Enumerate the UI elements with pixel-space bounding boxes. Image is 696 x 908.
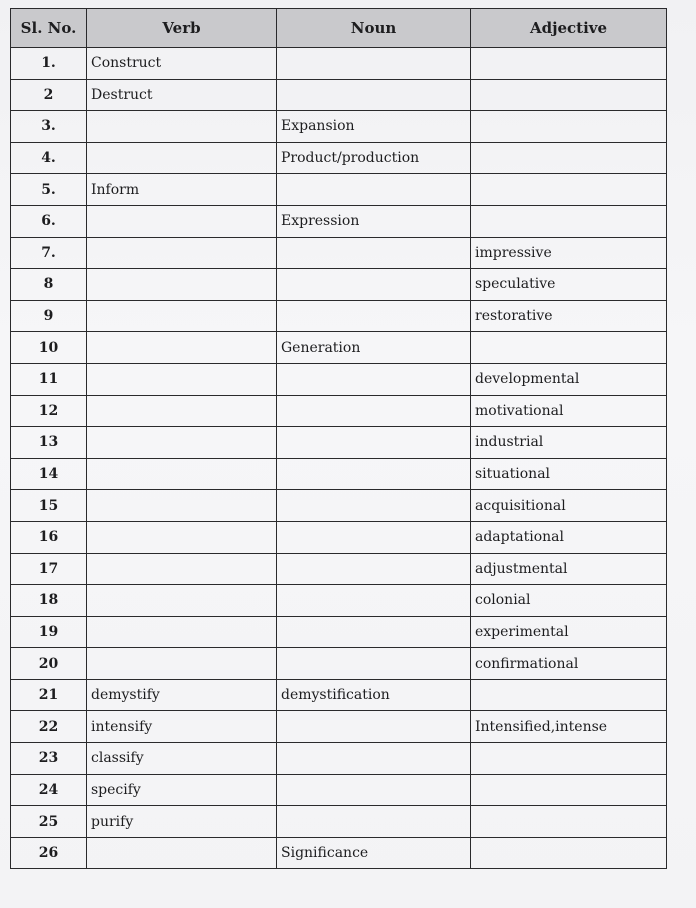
verb-cell: [87, 648, 277, 680]
sl-cell: 11: [11, 363, 87, 395]
sl-cell: 3.: [11, 111, 87, 143]
header-verb: Verb: [87, 9, 277, 48]
table-body: [11, 48, 667, 869]
verb-cell: [87, 269, 277, 301]
noun-cell: [277, 395, 471, 427]
table-row: [11, 111, 667, 143]
noun-cell: [277, 774, 471, 806]
noun-cell: [277, 521, 471, 553]
noun-cell: [277, 300, 471, 332]
adjective-cell: speculative: [471, 269, 667, 301]
verb-cell: [87, 395, 277, 427]
sl-cell: 10: [11, 332, 87, 364]
table-row: [11, 300, 667, 332]
noun-cell: Expression: [277, 205, 471, 237]
verb-cell: Destruct: [87, 79, 277, 111]
adjective-cell: motivational: [471, 395, 667, 427]
adjective-cell: acquisitional: [471, 490, 667, 522]
sl-cell: 25: [11, 806, 87, 838]
noun-cell: Generation: [277, 332, 471, 364]
verb-cell: Inform: [87, 174, 277, 206]
header-row: [11, 9, 667, 48]
noun-cell: [277, 427, 471, 459]
sl-cell: 4.: [11, 142, 87, 174]
noun-cell: [277, 585, 471, 617]
adjective-cell: [471, 774, 667, 806]
noun-cell: [277, 237, 471, 269]
sl-cell: 8: [11, 269, 87, 301]
adjective-cell: [471, 743, 667, 775]
sl-cell: 13: [11, 427, 87, 459]
table-row: [11, 142, 667, 174]
noun-cell: Expansion: [277, 111, 471, 143]
table-row: [11, 837, 667, 869]
adjective-cell: adjustmental: [471, 553, 667, 585]
adjective-cell: colonial: [471, 585, 667, 617]
sl-cell: 19: [11, 616, 87, 648]
table-row: [11, 332, 667, 364]
noun-cell: [277, 743, 471, 775]
noun-cell: [277, 490, 471, 522]
table-row: [11, 679, 667, 711]
sl-cell: 24: [11, 774, 87, 806]
noun-cell: [277, 174, 471, 206]
verb-cell: [87, 837, 277, 869]
verb-cell: [87, 458, 277, 490]
sl-cell: 20: [11, 648, 87, 680]
table-row: [11, 79, 667, 111]
adjective-cell: [471, 679, 667, 711]
noun-cell: [277, 616, 471, 648]
table-row: [11, 806, 667, 838]
adjective-cell: [471, 142, 667, 174]
noun-cell: [277, 458, 471, 490]
sl-cell: 7.: [11, 237, 87, 269]
table-row: [11, 237, 667, 269]
adjective-cell: [471, 332, 667, 364]
table-row: [11, 458, 667, 490]
verb-cell: [87, 205, 277, 237]
adjective-cell: [471, 111, 667, 143]
verb-cell: intensify: [87, 711, 277, 743]
sl-cell: 12: [11, 395, 87, 427]
adjective-cell: confirmational: [471, 648, 667, 680]
adjective-cell: restorative: [471, 300, 667, 332]
verb-cell: [87, 616, 277, 648]
verb-cell: [87, 553, 277, 585]
verb-cell: [87, 332, 277, 364]
sl-cell: 15: [11, 490, 87, 522]
noun-cell: Product/production: [277, 142, 471, 174]
table-row: [11, 553, 667, 585]
verb-cell: [87, 111, 277, 143]
noun-cell: demystification: [277, 679, 471, 711]
adjective-cell: experimental: [471, 616, 667, 648]
header-sl-no: Sl. No.: [11, 9, 87, 48]
table-row: [11, 711, 667, 743]
verb-cell: [87, 427, 277, 459]
table-row: [11, 648, 667, 680]
verb-cell: [87, 142, 277, 174]
noun-cell: [277, 648, 471, 680]
sl-cell: 21: [11, 679, 87, 711]
noun-cell: [277, 269, 471, 301]
verb-cell: Construct: [87, 48, 277, 80]
table-row: [11, 174, 667, 206]
table-row: [11, 48, 667, 80]
verb-cell: [87, 300, 277, 332]
table-row: [11, 585, 667, 617]
verb-cell: demystify: [87, 679, 277, 711]
adjective-cell: [471, 837, 667, 869]
noun-cell: [277, 806, 471, 838]
adjective-cell: [471, 79, 667, 111]
table-row: [11, 743, 667, 775]
table-row: [11, 269, 667, 301]
table-row: [11, 774, 667, 806]
verb-cell: classify: [87, 743, 277, 775]
sl-cell: 17: [11, 553, 87, 585]
verb-cell: [87, 237, 277, 269]
sl-cell: 18: [11, 585, 87, 617]
verb-cell: [87, 490, 277, 522]
adjective-cell: [471, 205, 667, 237]
table-row: [11, 395, 667, 427]
sl-cell: 23: [11, 743, 87, 775]
adjective-cell: adaptational: [471, 521, 667, 553]
sl-cell: 14: [11, 458, 87, 490]
table-row: [11, 205, 667, 237]
sl-cell: 16: [11, 521, 87, 553]
table-row: [11, 616, 667, 648]
noun-cell: [277, 363, 471, 395]
adjective-cell: industrial: [471, 427, 667, 459]
sl-cell: 5.: [11, 174, 87, 206]
verb-cell: [87, 521, 277, 553]
table-header: [11, 9, 667, 48]
sl-cell: 2: [11, 79, 87, 111]
adjective-cell: [471, 48, 667, 80]
word-forms-table: [10, 8, 667, 869]
table-row: [11, 363, 667, 395]
verb-cell: purify: [87, 806, 277, 838]
sl-cell: 22: [11, 711, 87, 743]
verb-cell: [87, 585, 277, 617]
verb-cell: [87, 363, 277, 395]
adjective-cell: developmental: [471, 363, 667, 395]
header-adjective: Adjective: [471, 9, 667, 48]
header-noun: Noun: [277, 9, 471, 48]
adjective-cell: [471, 806, 667, 838]
sl-cell: 9: [11, 300, 87, 332]
noun-cell: [277, 79, 471, 111]
verb-cell: specify: [87, 774, 277, 806]
adjective-cell: situational: [471, 458, 667, 490]
table-row: [11, 490, 667, 522]
sl-cell: 6.: [11, 205, 87, 237]
noun-cell: [277, 48, 471, 80]
sl-cell: 26: [11, 837, 87, 869]
noun-cell: [277, 711, 471, 743]
adjective-cell: [471, 174, 667, 206]
noun-cell: [277, 553, 471, 585]
noun-cell: Significance: [277, 837, 471, 869]
table-row: [11, 427, 667, 459]
sl-cell: 1.: [11, 48, 87, 80]
table-row: [11, 521, 667, 553]
adjective-cell: Intensified,intense: [471, 711, 667, 743]
adjective-cell: impressive: [471, 237, 667, 269]
